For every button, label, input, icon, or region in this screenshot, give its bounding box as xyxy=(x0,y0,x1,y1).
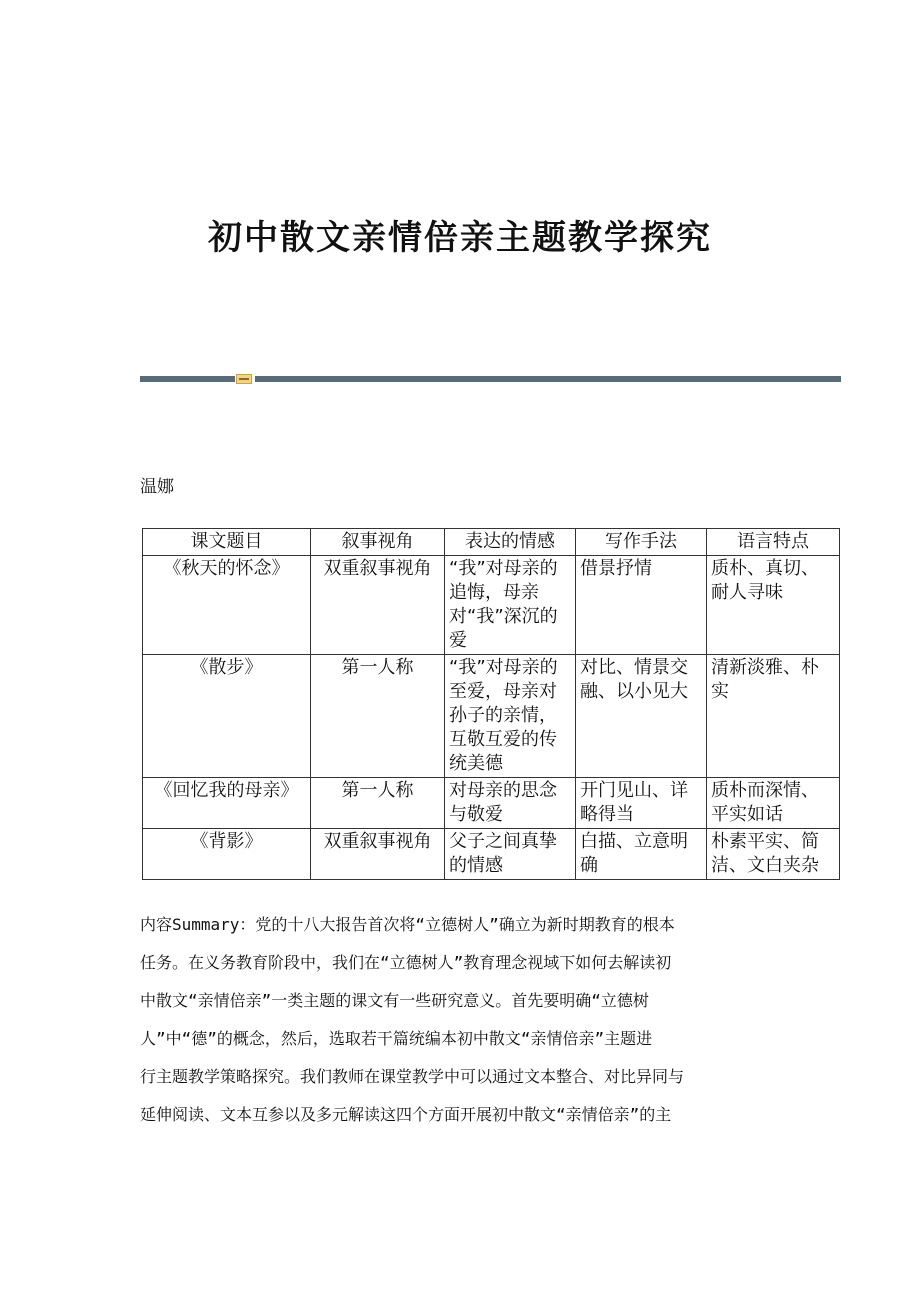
cell-lesson-title: 《秋天的怀念》 xyxy=(143,556,311,655)
cell-technique: 白描、立意明确 xyxy=(576,829,707,880)
cell-technique: 借景抒情 xyxy=(576,556,707,655)
header-language-feature: 语言特点 xyxy=(707,529,840,556)
header-emotion-expressed: 表达的情感 xyxy=(445,529,576,556)
cell-technique: 开门见山、详略得当 xyxy=(576,778,707,829)
summary-line: 内容Summary：党的十八大报告首次将“立德树人”确立为新时期教育的根本 xyxy=(140,915,675,934)
divider-bar-middle xyxy=(255,376,393,382)
summary-line: 任务。在义务教育阶段中，我们在“立德树人”教育理念视域下如何去解读初 xyxy=(140,953,672,972)
lessons-table xyxy=(142,528,840,880)
cell-language: 质朴而深情、平实如话 xyxy=(707,778,840,829)
summary-paragraph xyxy=(140,906,780,1134)
table-row xyxy=(143,829,840,880)
divider-bar-right xyxy=(393,376,841,382)
author-name: 温娜 xyxy=(140,477,174,497)
summary-line: 延伸阅读、文本互参以及多元解读这四个方面开展初中散文“亲情倍亲”的主 xyxy=(140,1105,672,1124)
cell-narrative-perspective: 双重叙事视角 xyxy=(311,556,445,655)
header-lesson-title: 课文题目 xyxy=(143,529,311,556)
cell-emotion: “我”对母亲的追悔，母亲对“我”深沉的爱 xyxy=(445,556,576,655)
cell-narrative-perspective: 第一人称 xyxy=(311,655,445,778)
cell-lesson-title: 《背影》 xyxy=(143,829,311,880)
cell-emotion: 父子之间真挚的情感 xyxy=(445,829,576,880)
table-row xyxy=(143,556,840,655)
summary-line: 人”中“德”的概念，然后，选取若干篇统编本初中散文“亲情倍亲”主题进 xyxy=(140,1029,653,1048)
header-writing-technique: 写作手法 xyxy=(576,529,707,556)
envelope-icon xyxy=(236,374,252,384)
header-narrative-perspective: 叙事视角 xyxy=(311,529,445,556)
table-row xyxy=(143,778,840,829)
cell-narrative-perspective: 第一人称 xyxy=(311,778,445,829)
cell-emotion: 对母亲的思念与敬爱 xyxy=(445,778,576,829)
table-header-row xyxy=(143,529,840,556)
cell-lesson-title: 《散步》 xyxy=(143,655,311,778)
cell-language: 质朴、真切、耐人寻味 xyxy=(707,556,840,655)
cell-language: 清新淡雅、朴实 xyxy=(707,655,840,778)
document-title: 初中散文亲情倍亲主题教学探究 xyxy=(208,218,712,258)
section-divider xyxy=(140,374,841,384)
cell-language: 朴素平实、简洁、文白夹杂 xyxy=(707,829,840,880)
cell-emotion: “我”对母亲的至爱，母亲对孙子的亲情，互敬互爱的传统美德 xyxy=(445,655,576,778)
divider-bar-left xyxy=(140,376,235,382)
summary-line: 行主题教学策略探究。我们教师在课堂教学中可以通过文本整合、对比异同与 xyxy=(140,1067,685,1086)
summary-line: 中散文“亲情倍亲”一类主题的课文有一些研究意义。首先要明确“立德树 xyxy=(140,991,649,1010)
cell-narrative-perspective: 双重叙事视角 xyxy=(311,829,445,880)
table-row xyxy=(143,655,840,778)
cell-technique: 对比、情景交融、以小见大 xyxy=(576,655,707,778)
cell-lesson-title: 《回忆我的母亲》 xyxy=(143,778,311,829)
